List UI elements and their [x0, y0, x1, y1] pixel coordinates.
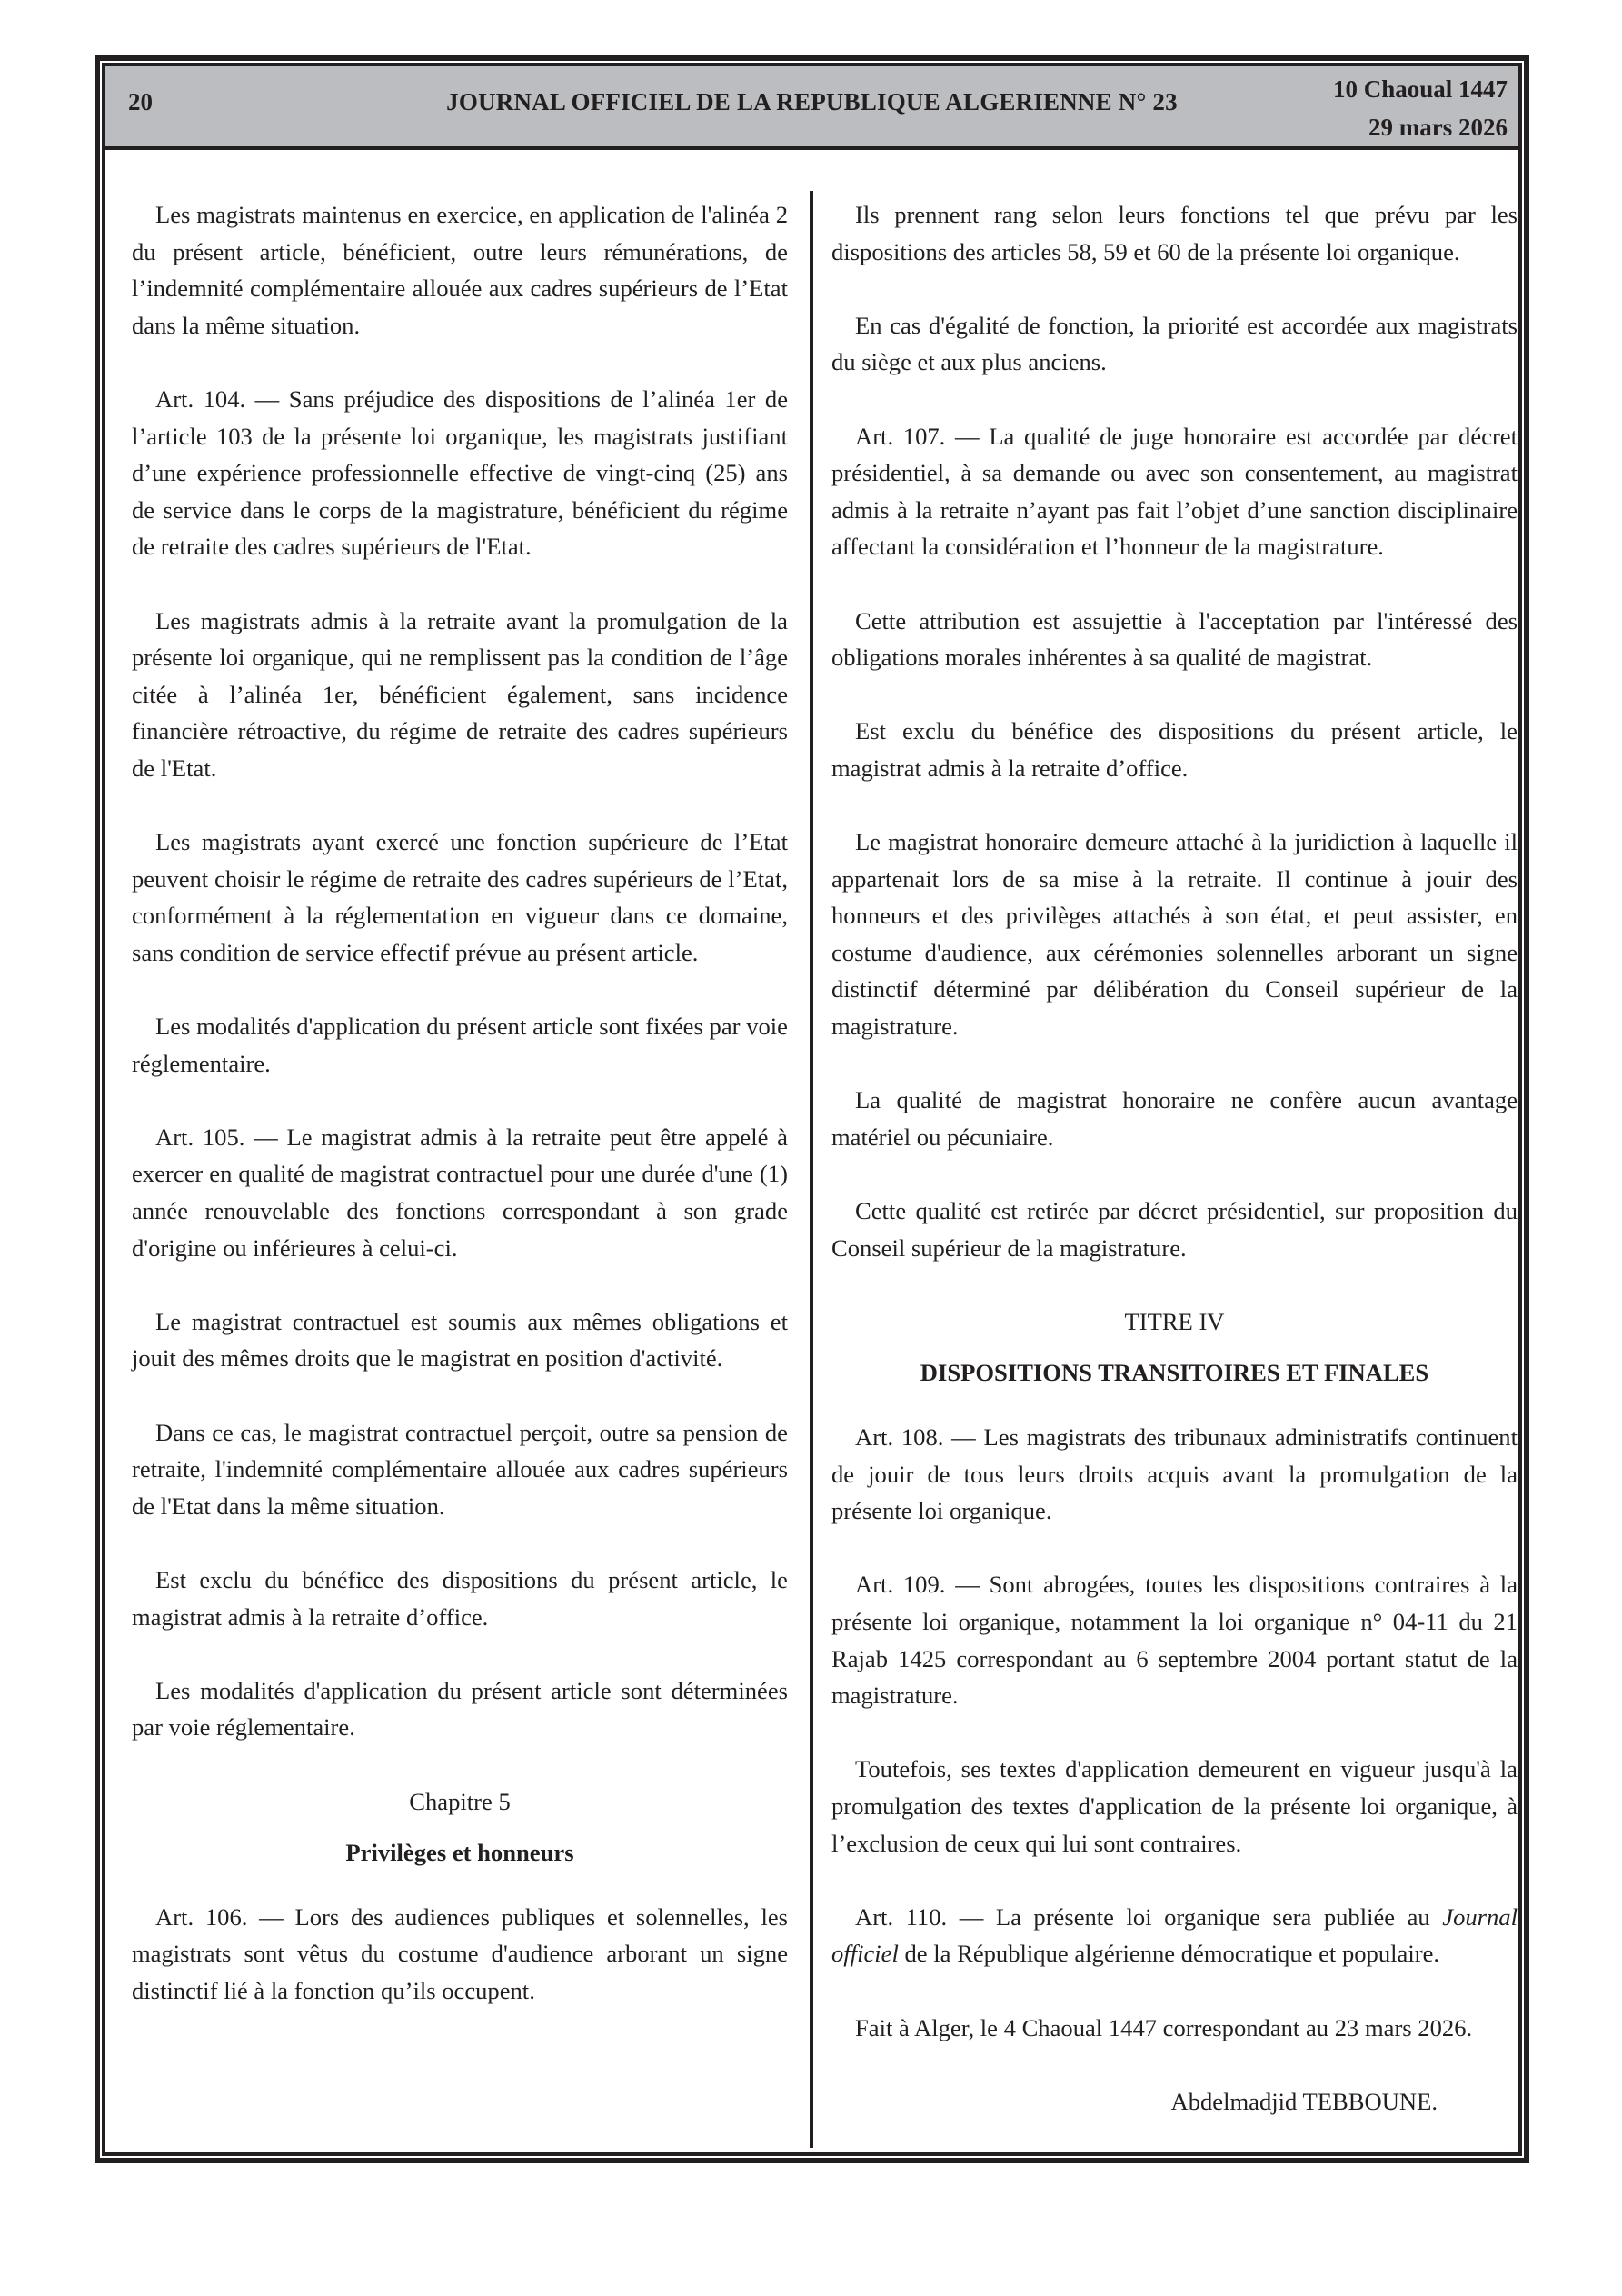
article-104: Art. 104. — Sans préjudice des dispositions de l’alinéa 1er de l’article 103 de la présente loi organique, les magistrats justifiant d’une expérience professionnelle effective de vingt-cinq (25) ans de service dans le corps de la magistrature, bénéficient du régime de retraite des cadres supérieurs de l'Etat. — [132, 384, 788, 561]
title-label: TITRE IV — [1124, 1307, 1225, 1335]
left-column — [132, 196, 788, 2046]
paragraph: Toutefois, ses textes d'application demeurent en vigueur jusqu'à la promulgation des textes d'application de la présente loi organique, à l’exclusion de ceux qui lui sont contraires. — [831, 1755, 1518, 1857]
journal-header — [105, 66, 1518, 150]
chapter-label: Chapitre 5 — [409, 1787, 511, 1815]
column-divider — [810, 191, 813, 2148]
signature: Abdelmadjid TEBBOUNE. — [1170, 2087, 1438, 2115]
gregorian-date: 29 mars 2026 — [1368, 114, 1508, 141]
chapter-title: Privilèges et honneurs — [345, 1839, 574, 1867]
article-110-suffix: de la République algérienne démocratique et populaire. — [898, 1940, 1440, 1968]
paragraph: Ils prennent rang selon leurs fonctions tel que prévu par les dispositions des articles 58, 59 et 60 de la présente loi organique. — [831, 201, 1518, 265]
article-105: Art. 105. — Le magistrat admis à la retraite peut être appelé à exercer en qualité de magistrat contractuel pour une durée d'une (1) année renouvelable des fonctions correspondant à son grade d'origine ou inférieures à celui-ci. — [132, 1123, 788, 1262]
article-108: Art. 108. — Les magistrats des tribunaux administratifs continuent de jouir de tous leurs droits acquis avant la promulgation de la présente loi organique. — [831, 1423, 1518, 1525]
journal-officiel-italic: Journal officiel — [831, 1902, 1518, 1968]
title-heading: DISPOSITIONS TRANSITOIRES ET FINALES — [920, 1359, 1429, 1387]
article-107: Art. 107. — La qualité de juge honoraire est accordée par décret présidentiel, à sa demande ou avec son consentement, au magistrat admis à la retraite n’ayant pas fait l’objet d’une sanction disciplinaire affectant la considération et l’honneur de la magistrature. — [831, 422, 1518, 561]
paragraph: Les magistrats admis à la retraite avant la promulgation de la présente loi organique, qui ne remplissent pas la condition de l’âge citée à l’alinéa 1er, bénéficient également, sans incidence financière rétroactive, du régime de retraite des cadres supérieurs de l'Etat. — [132, 606, 788, 782]
journal-title: JOURNAL OFFICIEL DE LA REPUBLIQUE ALGERIENNE N° 23 — [446, 88, 1178, 115]
paragraph: En cas d'égalité de fonction, la priorité est accordée aux magistrats du siège et aux plus anciens. — [831, 311, 1518, 376]
right-column — [831, 196, 1518, 2157]
paragraph: La qualité de magistrat honoraire ne confère aucun avantage matériel ou pécuniaire. — [831, 1086, 1518, 1151]
paragraph: Le magistrat honoraire demeure attaché à la juridiction à laquelle il appartenait lors de sa mise à la retraite. Il continue à jouir des honneurs et des privilèges attachés à son état, et peut assister, en costume d'audience, aux cérémonies solennelles arborant un signe distinctif déterminé par délibération du Conseil supérieur de la magistrature. — [831, 828, 1518, 1041]
paragraph: Le magistrat contractuel est soumis aux mêmes obligations et jouit des mêmes droits que le magistrat en position d'activité. — [132, 1307, 788, 1373]
paragraph: Est exclu du bénéfice des dispositions du présent article, le magistrat admis à la retraite d’office. — [831, 717, 1518, 782]
article-106: Art. 106. — Lors des audiences publiques et solennelles, les magistrats sont vêtus du costume d'audience arborant un signe distinctif lié à la fonction qu’ils occupent. — [132, 1902, 788, 2004]
page-number: 20 — [128, 88, 153, 115]
paragraph: Est exclu du bénéfice des dispositions du présent article, le magistrat admis à la retraite d’office. — [132, 1565, 788, 1631]
article-109: Art. 109. — Sont abrogées, toutes les dispositions contraires à la présente loi organique, notamment la loi organique n° 04-11 du 21 Rajab 1425 correspondant au 6 septembre 2004 portant statut de la magistrature. — [831, 1571, 1518, 1710]
paragraph: Cette attribution est assujettie à l'acceptation par l'intéressé des obligations morales inhérentes à sa qualité de magistrat. — [831, 606, 1518, 672]
article-110 — [831, 1899, 1518, 1972]
paragraph: Cette qualité est retirée par décret présidentiel, sur proposition du Conseil supérieur de la magistrature. — [831, 1197, 1518, 1262]
paragraph: Les magistrats maintenus en exercice, en application de l'alinéa 2 du présent article, bénéficient, outre leurs rémunérations, de l’indemnité complémentaire allouée aux cadres supérieurs de l’Etat dans la même situation. — [132, 201, 788, 339]
paragraph: Les magistrats ayant exercé une fonction supérieure de l’Etat peuvent choisir le régime de retraite des cadres supérieurs de l’Etat, conformément à la réglementation en vigueur dans ce domaine, sans condition de service effectif prévue au présent article. — [132, 828, 788, 966]
done-at-statement: Fait à Alger, le 4 Chaoual 1447 correspondant au 23 mars 2026. — [855, 2013, 1473, 2041]
paragraph: Les modalités d'application du présent article sont fixées par voie réglementaire. — [132, 1013, 788, 1077]
paragraph: Dans ce cas, le magistrat contractuel perçoit, outre sa pension de retraite, l'indemnité complémentaire allouée aux cadres supérieurs de l'Etat dans la même situation. — [132, 1418, 788, 1520]
issue-dates — [1333, 70, 1508, 146]
article-110-prefix: Art. 110. — La présente loi organique sera publiée au — [855, 1902, 1443, 1931]
hijri-date: 10 Chaoual 1447 — [1332, 75, 1508, 103]
paragraph: Les modalités d'application du présent article sont déterminées par voie réglementaire. — [132, 1676, 788, 1742]
